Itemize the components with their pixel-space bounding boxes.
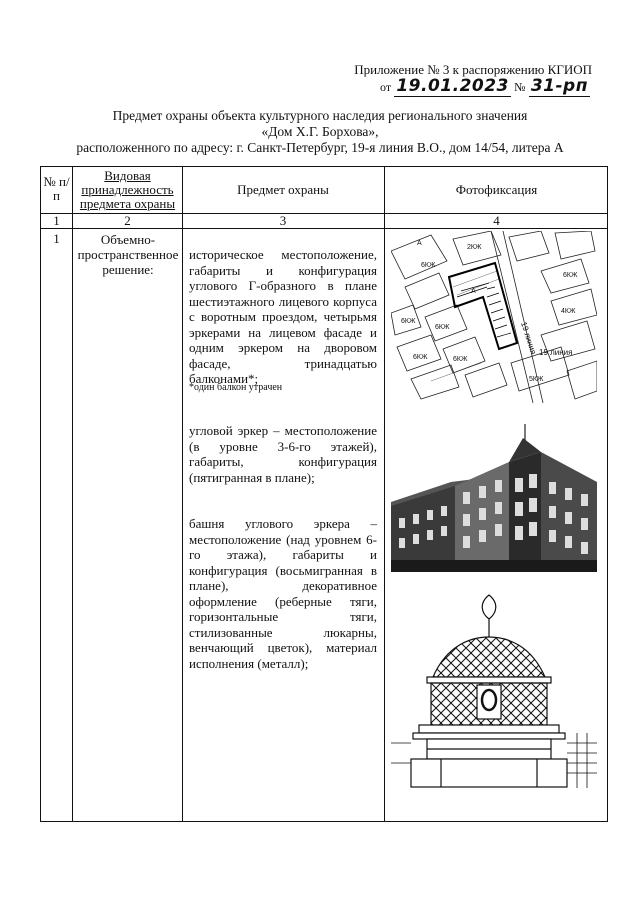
column-number-4: 4: [493, 213, 500, 228]
map-code: 6КЖ: [563, 272, 578, 279]
map-code: 6КЖ: [401, 318, 416, 325]
header-photo: Фотофиксация: [455, 182, 538, 197]
column-number-2: 2: [124, 213, 131, 228]
column-divider: [182, 167, 183, 821]
map-street-label: 19 линия: [519, 320, 539, 356]
header-subject: Предмет охраны: [237, 182, 329, 197]
header-category-text: Видовая принадлежность предмета охраны: [79, 168, 176, 211]
map-code: 2КЖ: [467, 244, 482, 251]
document-title-line-3: расположенного по адресу: г. Санкт-Петербург, 19-я линия В.О., дом 14/54, литера А: [76, 140, 564, 155]
map-code: 6КЖ: [435, 324, 450, 331]
map-code: 5КЖ: [529, 376, 544, 383]
map-label-a: А: [417, 240, 422, 247]
row-category: Объемно-пространственное решение:: [77, 232, 179, 277]
protection-item-3: башня углового эркера – местоположение (над уровнем 6-го этажа), габариты и конфигурация (восьмигранная в плане), декоративное оформление (реберные тяги, горизонтальные тяги, стилизованные люкарны, венчающий цветок), материал исполнения (металл);: [189, 516, 377, 671]
row-divider: [41, 228, 607, 229]
document-title-line-2: «Дом Х.Г. Борхова»,: [261, 124, 379, 139]
protection-item-1: историческое местоположение, габариты и конфигурация углового Г-образного в плане шестиэтажного лицевого корпуса с воротным проездом, четырьмя эркерами на лицевом фасаде и одним эркером на дворовом фасаде, тринадцатью балконами*;: [189, 247, 377, 386]
row-number: 1: [53, 231, 60, 246]
order-from-label: от: [380, 80, 392, 94]
column-divider: [72, 167, 73, 821]
order-number: 31-рп: [530, 76, 588, 96]
protection-item-2: угловой эркер – местоположение (в уровне 3-6-го этажей), габариты, конфигурация (пятигранная в плане);: [189, 423, 377, 485]
column-number-3: 3: [279, 213, 287, 228]
map-street-label-2: 19 линия: [539, 348, 573, 357]
order-date: 19.01.2023: [396, 76, 509, 96]
column-number-1: 1: [53, 213, 60, 228]
corner-bay-photo: [391, 422, 597, 572]
appendix-label: Приложение № 3 к распоряжению КГИОП: [354, 62, 592, 77]
footnote: *один балкон утрачен: [189, 382, 283, 393]
document-title-line-1: Предмет охраны объекта культурного наследия регионального значения: [112, 108, 528, 123]
order-line: [380, 76, 595, 96]
column-divider: [384, 167, 385, 821]
header-number: № п/п: [43, 174, 70, 203]
map-code: 6КЖ: [453, 356, 468, 363]
map-code: 4КЖ: [561, 308, 576, 315]
site-plan-map: [391, 231, 597, 403]
map-label-lit-a: А: [471, 288, 476, 295]
map-code: 6КЖ: [413, 354, 428, 361]
protection-table: [40, 166, 608, 822]
order-number-label: №: [514, 80, 526, 94]
tower-drawing: [391, 593, 597, 788]
header-category: [74, 169, 181, 211]
map-code: 6КЖ: [421, 262, 436, 269]
